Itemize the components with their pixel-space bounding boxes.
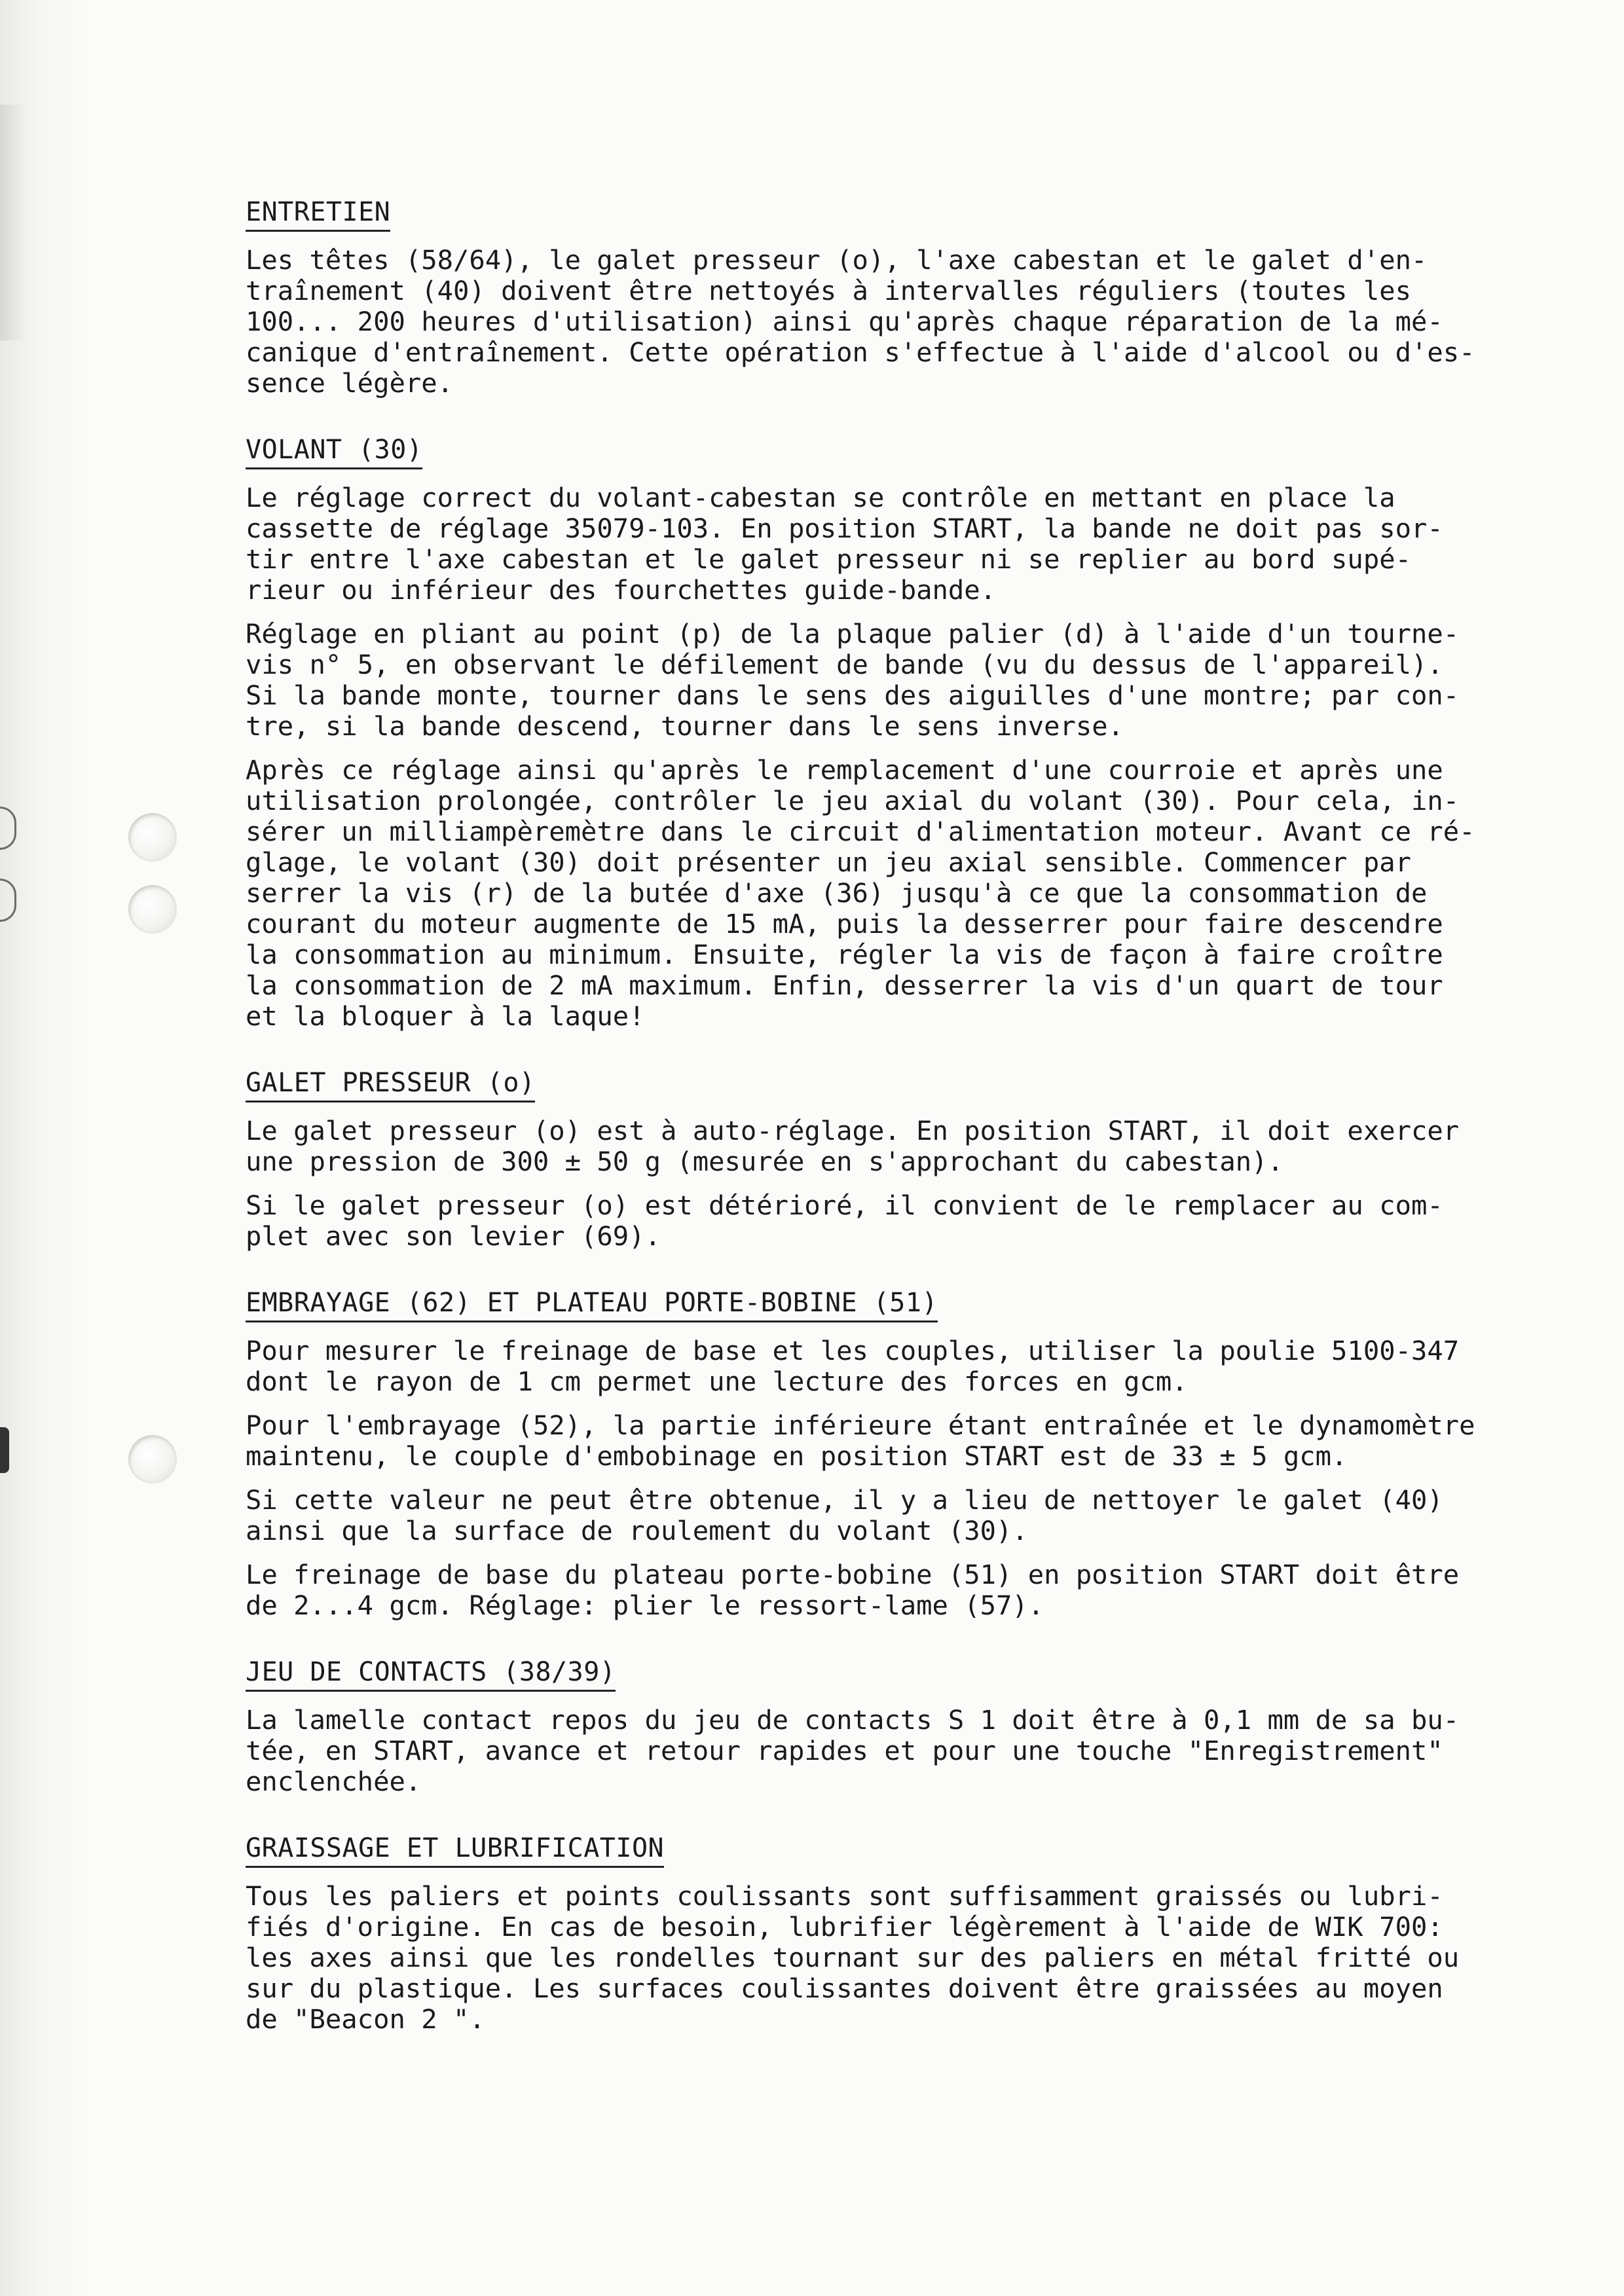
section-entretien	[246, 196, 1503, 399]
paragraph: Tous les paliers et points coulissants sont suffisamment graissés ou lubri- fiés d'origine. En cas de besoin, lubrifier légèrement à l'aide de WIK 700: les axes ainsi que les rondelles tournant sur des paliers en métal fritté ou sur du plastique. Les surfaces coulissantes doivent être graissées au moyen de "Beacon 2 ".	[246, 1880, 1460, 2035]
edge-binder-mark	[0, 1427, 9, 1473]
paragraph: Le galet presseur (o) est à auto-réglage. En position START, il doit exercer une pression de 300 ± 50 g (mesurée en s'approchant du cabestan).	[246, 1115, 1460, 1177]
paragraph: Si cette valeur ne peut être obtenue, il y a lieu de nettoyer le galet (40) ainsi que la surface de roulement du volant (30).	[246, 1484, 1443, 1546]
section-heading: ENTRETIEN	[246, 196, 390, 232]
section-heading: GALET PRESSEUR (o)	[246, 1067, 535, 1102]
paragraph: Le réglage correct du volant-cabestan se contrôle en mettant en place la cassette de réglage 35079-103. En position START, la bande ne doit pas sor- tir entre l'axe cabestan et le galet presseur ni se replier au bord supé- rieur ou inférieur des fourchettes guide-bande.	[246, 482, 1443, 606]
section-heading: GRAISSAGE ET LUBRIFICATION	[246, 1832, 664, 1868]
section-graissage	[246, 1832, 1503, 2035]
section-volant	[246, 434, 1503, 1032]
paragraph: Si le galet presseur (o) est détérioré, il convient de le remplacer au com- plet avec son levier (69).	[246, 1190, 1443, 1252]
paragraph: Les têtes (58/64), le galet presseur (o), l'axe cabestan et le galet d'en- traînement (40) doivent être nettoyés à intervalles réguliers (toutes les 100... 200 heures d'utilisation) ainsi qu'après chaque réparation de la mé- canique d'entraînement. Cette opération s'effectue à l'aide d'alcool ou d'es- sence légère.	[246, 244, 1475, 399]
section-heading: VOLANT (30)	[246, 434, 422, 469]
document-body	[246, 196, 1503, 2070]
paragraph: Pour mesurer le freinage de base et les couples, utiliser la poulie 5100-347 dont le rayon de 1 cm permet une lecture des forces en gcm.	[246, 1335, 1460, 1397]
paragraph: Pour l'embrayage (52), la partie inférieure étant entraînée et le dynamomètre maintenu, le couple d'embobinage en position START est de 33 ± 5 gcm.	[246, 1410, 1475, 1472]
paragraph: La lamelle contact repos du jeu de contacts S 1 doit être à 0,1 mm de sa bu- tée, en START, avance et retour rapides et pour une touche "Enregistrement" enclenchée.	[246, 1704, 1460, 1797]
section-embrayage	[246, 1287, 1503, 1621]
binding-strip	[0, 105, 24, 340]
paragraph: Réglage en pliant au point (p) de la plaque palier (d) à l'aide d'un tourne- vis n° 5, en observant le défilement de bande (vu du dessus de l'appareil). Si la bande monte, tourner dans le sens des aiguilles d'une montre; par con- tre, si la bande descend, tourner dans le sens inverse.	[246, 618, 1460, 742]
punch-hole-top	[128, 813, 177, 862]
section-jeu-de-contacts	[246, 1656, 1503, 1797]
paragraph: Après ce réglage ainsi qu'après le remplacement d'une courroie et après une utilisation prolongée, contrôler le jeu axial du volant (30). Pour cela, in- sérer un milliampèremètre dans le circuit d'alimentation moteur. Avant ce ré- glage, le volant (30) doit présenter un jeu axial sensible. Commencer par serrer la vis (r) de la butée d'axe (36) jusqu'à ce que la consommation de courant du moteur augmente de 15 mA, puis la desserrer pour faire descendre la consommation au minimum. Ensuite, régler la vis de façon à faire croître la consommation de 2 mA maximum. Enfin, desserrer la vis d'un quart de tour et la bloquer à la laque!	[246, 754, 1475, 1032]
paragraph: Le freinage de base du plateau porte-bobine (51) en position START doit être de 2...4 gcm. Réglage: plier le ressort-lame (57).	[246, 1559, 1460, 1621]
section-galet-presseur	[246, 1067, 1503, 1252]
section-heading: EMBRAYAGE (62) ET PLATEAU PORTE-BOBINE (51)	[246, 1287, 938, 1322]
punch-hole-middle	[128, 885, 177, 934]
punch-hole-bottom	[128, 1435, 177, 1484]
section-heading: JEU DE CONTACTS (38/39)	[246, 1656, 616, 1692]
